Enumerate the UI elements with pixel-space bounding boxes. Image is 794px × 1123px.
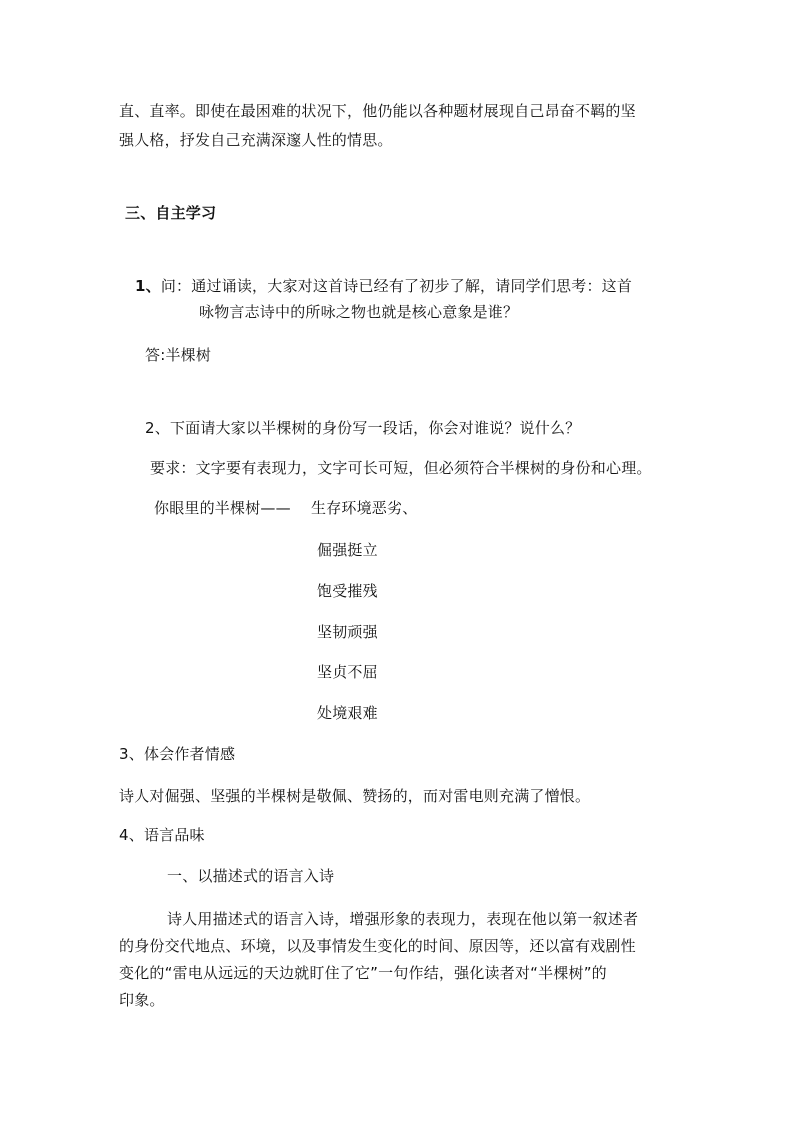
question-1 — [135, 276, 632, 296]
question-4-paragraph-line-1: 诗人用描述式的语言入诗，增强形象的表现力，表现在他以第一叙述者 — [167, 910, 639, 928]
trait-list-item: 处境艰难 — [317, 704, 378, 722]
question-1-answer: 答:半棵树 — [145, 346, 212, 364]
question-1-number: 1、 — [135, 277, 161, 295]
question-1-text-line-2: 咏物言志诗中的所咏之物也就是核心意象是谁？ — [199, 303, 519, 321]
trait-list-item: 饱受摧残 — [317, 582, 378, 600]
trait-list-item: 坚韧顽强 — [317, 623, 378, 641]
intro-line-1: 直、直率。即使在最困难的状况下，他仍能以各种题材展现自己昂奋不羁的坚 — [119, 102, 636, 120]
question-1-text-line-1: 问：通过诵读，大家对这首诗已经有了初步了解，请同学们思考：这首 — [160, 277, 633, 295]
question-2: 2、下面请大家以半棵树的身份写一段话，你会对谁说？说什么？ — [145, 419, 581, 437]
intro-line-2: 强人格，抒发自己充满深邃人性的情思。 — [119, 131, 393, 149]
question-4-paragraph-line-4: 印象。 — [119, 991, 165, 1009]
trait-list-item: 坚贞不屈 — [317, 663, 378, 681]
question-4-subheading: 一、以描述式的语言入诗 — [167, 867, 335, 885]
trait-list-item: 生存环境恶劣、 — [311, 499, 418, 517]
question-4-paragraph-line-2: 的身份交代地点、环境，以及事情发生变化的时间、原因等，还以富有戏剧性 — [119, 937, 636, 955]
question-2-prompt: 你眼里的半棵树—— — [154, 499, 291, 517]
trait-list-item: 倔强挺立 — [317, 541, 378, 559]
question-4-paragraph-line-3: 变化的“雷电从远远的天边就盯住了它”一句作结，强化读者对“半棵树”的 — [119, 964, 607, 982]
question-3-text: 诗人对倔强、坚强的半棵树是敬佩、赞扬的，而对雷电则充满了憎恨。 — [119, 787, 591, 805]
question-3-heading: 3、体会作者情感 — [119, 745, 236, 763]
question-4-heading: 4、语言品味 — [119, 826, 205, 844]
question-2-requirement: 要求：文字要有表现力，文字可长可短，但必须符合半棵树的身份和心理。 — [150, 459, 652, 477]
section-heading-self-study: 三、自主学习 — [125, 204, 217, 222]
